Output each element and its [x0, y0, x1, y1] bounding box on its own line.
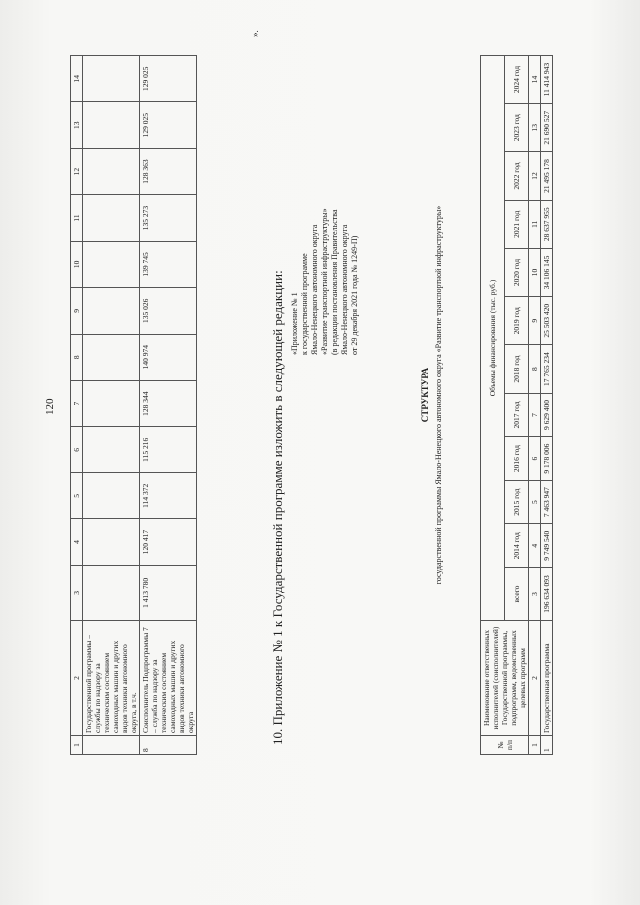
table-cell: Государственная программа — [541, 621, 553, 736]
appendix-block — [290, 55, 360, 355]
structure-title: СТРУКТУРА — [420, 367, 430, 423]
table-cell: 140 974 — [140, 334, 197, 380]
table-header-row — [481, 56, 505, 755]
appendix-line: Ямало-Ненецкого автономного округа — [310, 224, 319, 355]
year-header-cell: 2024 год — [505, 56, 529, 104]
appendix-line: к государственной программе — [300, 253, 309, 355]
index-cell: 1 — [529, 736, 541, 755]
year-header-cell: всего — [505, 568, 529, 621]
year-header-cell: 2014 год — [505, 524, 529, 568]
structure-table — [480, 55, 553, 755]
table-cell — [83, 736, 140, 755]
table-cell: 1 — [541, 736, 553, 755]
table-cell: 139 745 — [140, 241, 197, 287]
rotated-document — [40, 15, 600, 775]
table-cell: 135 273 — [140, 195, 197, 241]
year-header-cell: 2021 год — [505, 200, 529, 248]
table-header-cell: 7 — [71, 380, 83, 426]
table-row — [541, 56, 553, 755]
table-cell — [83, 102, 140, 148]
col-number-header: № п/п — [481, 736, 529, 755]
table-cell: 135 026 — [140, 288, 197, 334]
index-cell: 14 — [529, 56, 541, 104]
index-cell: 2 — [529, 621, 541, 736]
table-cell — [83, 427, 140, 473]
table-cell: 128 363 — [140, 148, 197, 194]
table-cell: 7 463 947 — [541, 480, 553, 524]
index-cell: 11 — [529, 200, 541, 248]
table-header-row — [71, 56, 83, 755]
index-cell: 7 — [529, 393, 541, 437]
table-cell — [83, 334, 140, 380]
table-continuation — [70, 55, 197, 755]
index-cell: 6 — [529, 437, 541, 481]
structure-subtitle: государственной программы Ямало-Ненецкого автономного округа «Развитие транспортной инфраструктуры» — [434, 205, 443, 585]
page-number: 120 — [44, 398, 56, 415]
table-header-cell: 10 — [71, 241, 83, 287]
table-cell: 120 417 — [140, 519, 197, 565]
table-row — [83, 56, 140, 755]
appendix-line: (в редакции постановления Правительства — [330, 209, 339, 355]
table-cell: 128 344 — [140, 380, 197, 426]
table-header-cell: 4 — [71, 519, 83, 565]
table-cell: 114 372 — [140, 473, 197, 519]
index-cell: 10 — [529, 248, 541, 296]
index-row — [529, 56, 541, 755]
table-cell: 21 690 527 — [541, 104, 553, 152]
table-cell — [83, 473, 140, 519]
table-cell: 17 765 234 — [541, 345, 553, 393]
table-header-cell: 2 — [71, 621, 83, 736]
col-name-header: Наименование ответственных исполнителей (соисполнителей) Государственной программы, подпрограмм, ведомственных целевых программ — [481, 621, 529, 736]
table-header-cell: 1 — [71, 736, 83, 755]
appendix-line: «Развитие транспортной инфраструктуры» — [320, 208, 329, 355]
year-header-cell: 2016 год — [505, 437, 529, 481]
appendix-line: «Приложение № 1 — [290, 292, 299, 355]
table-cell: 21 495 178 — [541, 152, 553, 200]
year-header-cell: 2022 год — [505, 152, 529, 200]
col-funding-header: Объемы финансирования (тыс. руб.) — [481, 56, 505, 621]
table-cell: 1 413 780 — [140, 565, 197, 620]
table-cell: 9 749 540 — [541, 524, 553, 568]
index-cell: 8 — [529, 345, 541, 393]
index-cell: 12 — [529, 152, 541, 200]
table-cell: 8 — [140, 736, 197, 755]
table-row — [140, 56, 197, 755]
table-header-cell: 6 — [71, 427, 83, 473]
section-heading: 10. Приложение № 1 к Государственной программе изложить в следующей редакции: — [270, 270, 285, 745]
index-cell: 13 — [529, 104, 541, 152]
index-cell: 4 — [529, 524, 541, 568]
table-cell: 25 503 420 — [541, 297, 553, 345]
table-cell — [83, 565, 140, 620]
year-header-cell: 2020 год — [505, 248, 529, 296]
year-header-cell: 2018 год — [505, 345, 529, 393]
table-cell: 34 106 145 — [541, 248, 553, 296]
year-header-cell: 2015 год — [505, 480, 529, 524]
year-header-cell: 2019 год — [505, 297, 529, 345]
index-cell: 9 — [529, 297, 541, 345]
table-header-cell: 12 — [71, 148, 83, 194]
table-cell — [83, 148, 140, 194]
table-header-cell: 3 — [71, 565, 83, 620]
table-cell — [83, 380, 140, 426]
year-header-cell: 2023 год — [505, 104, 529, 152]
table-cell: 115 216 — [140, 427, 197, 473]
table-cell: Соисполнитель Подпрограммы 7 – служба по надзору за техническим состоянием самоходных машин и других видов техники автономного округа — [140, 621, 197, 736]
index-cell: 5 — [529, 480, 541, 524]
table-header-cell: 9 — [71, 288, 83, 334]
table-cell — [83, 288, 140, 334]
table-cell: 129 025 — [140, 56, 197, 102]
closing-quote-mark: ». — [250, 30, 260, 37]
table-header-cell: 5 — [71, 473, 83, 519]
table-header-cell: 11 — [71, 195, 83, 241]
table-cell: 129 025 — [140, 102, 197, 148]
table-header-cell: 14 — [71, 56, 83, 102]
table-cell — [83, 56, 140, 102]
table-cell — [83, 195, 140, 241]
appendix-line: от 29 декабря 2021 года № 1249-П) — [350, 235, 359, 355]
table-cell: Государственной программы – службы по надзору за техническим состоянием самоходных машин и других видов техники автономного округа, в т.ч. — [83, 621, 140, 736]
year-header-cell: 2017 год — [505, 393, 529, 437]
table-header-cell: 8 — [71, 334, 83, 380]
table-cell: 196 634 093 — [541, 568, 553, 621]
index-cell: 3 — [529, 568, 541, 621]
table-cell: 28 637 955 — [541, 200, 553, 248]
table-cell: 11 414 943 — [541, 56, 553, 104]
table-cell — [83, 519, 140, 565]
table-cell — [83, 241, 140, 287]
table-cell: 9 629 400 — [541, 393, 553, 437]
appendix-line: Ямало-Ненецкого автономного округа — [340, 224, 349, 355]
table-header-cell: 13 — [71, 102, 83, 148]
table-cell: 9 178 006 — [541, 437, 553, 481]
